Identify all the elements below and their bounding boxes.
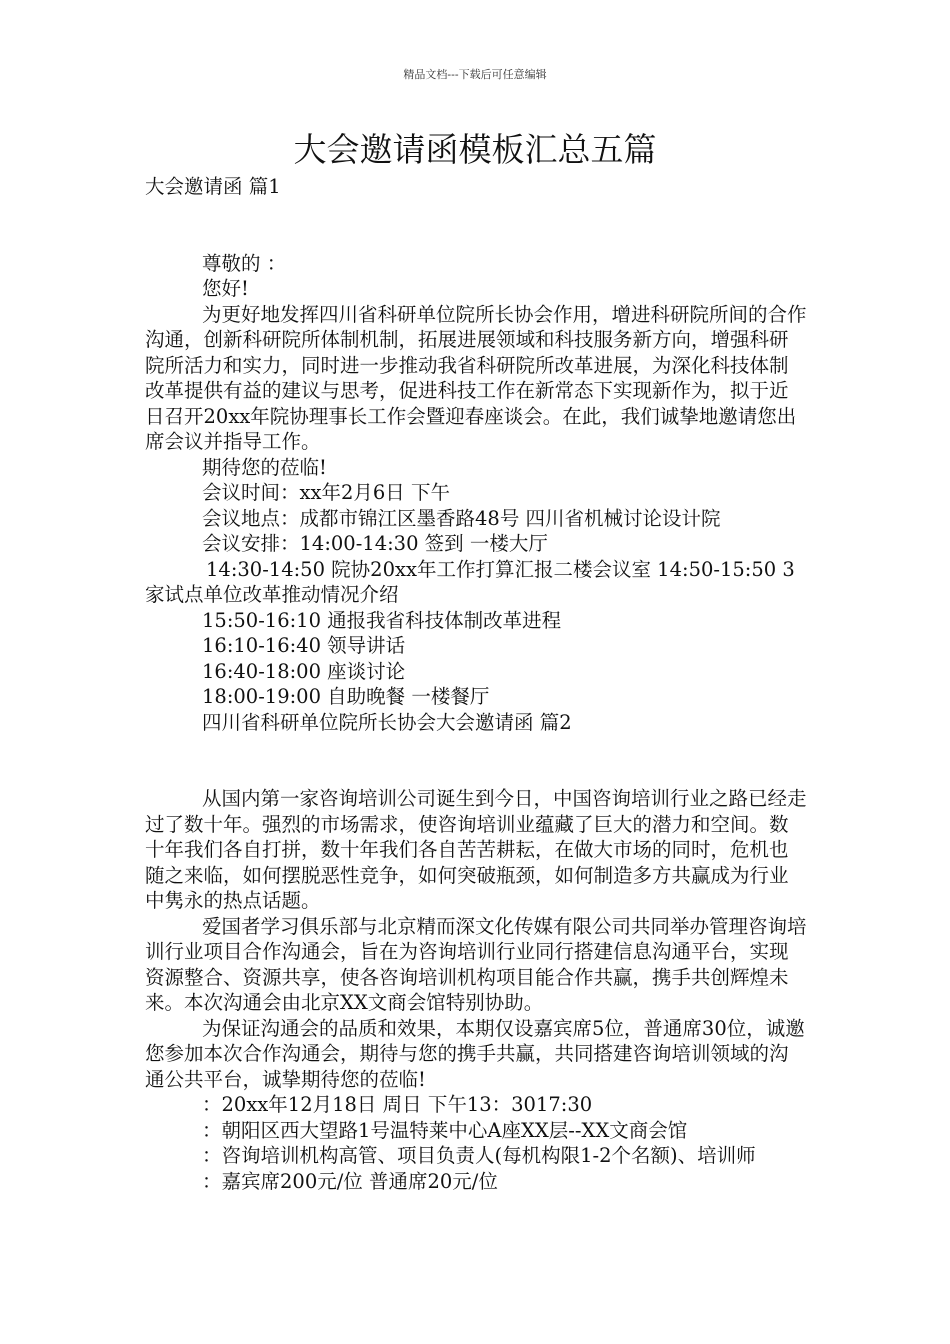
schedule-item: 16:10-16:40 领导讲话 [202, 634, 406, 657]
section2-paragraph: 爱国者学习俱乐部与北京精而深文化传媒有限公司共同举办管理咨询培训行业项目合作沟通会，旨在为咨询培训行业同行搭建信息沟通平台，实现资源整合、资源共享，使各咨询培训机构项目能合作共赢，携手共创辉煌未来。本次沟通会由北京XX文商会馆特别协助。 [145, 914, 807, 1014]
schedule-item: 15:50-16:10 通报我省科技体制改革进程 [202, 608, 562, 632]
event-fee: ：嘉宾席200元/位 普通席20元/位 [202, 1169, 498, 1193]
schedule-item: 会议安排：14:00-14:30 签到 一楼大厅 [202, 532, 548, 555]
document-body [145, 174, 807, 1194]
event-place: ：朝阳区西大望路1号温特莱中心A座XX层--XX文商会馆 [202, 1118, 688, 1142]
meeting-place: 会议地点：成都市锦江区墨香路48号 四川省机械讨论设计院 [202, 506, 721, 530]
blank-space [145, 200, 807, 251]
schedule-item: 16:40-18:00 座谈讨论 [202, 659, 406, 683]
header-note: 精品文档---下载后可任意编辑 [403, 68, 547, 81]
greeting: 您好! [202, 277, 249, 300]
event-time: ：20xx年12月18日 周日 下午13：3017:30 [202, 1093, 593, 1116]
document-title: 大会邀请函模板汇总五篇 [293, 130, 657, 169]
section2-paragraph: 为保证沟通会的品质和效果，本期仅设嘉宾席5位，普通席30位，诚邀您参加本次合作沟通会，期待与您的携手共赢，共同搭建咨询培训领域的沟通公共平台，诚挚期待您的莅临! [145, 1016, 805, 1091]
section1-heading: 大会邀请函 篇1 [145, 175, 281, 198]
salutation: 尊敬的 ： [202, 251, 287, 275]
section2-paragraph: 从国内第一家咨询培训公司诞生到今日，中国咨询培训行业之路已经走过了数十年。强烈的市场需求，使咨询培训业蕴藏了巨大的潜力和空间。数十年我们各自打拼，数十年我们各自苦苦耕耘，在做大市场的同时，危机也随之来临，如何摆脱恶性竞争，如何突破瓶颈，如何制造多方共赢成为行业中隽永的热点话题。 [145, 787, 807, 912]
invitation-paragraph: 为更好地发挥四川省科研单位院所长协会作用，增进科研院所间的合作沟通，创新科研院所体制机制，拓展进展领域和科技服务新方向，增强科研院所活力和实力，同时进一步推动我省科研院所改革进展，为深化科技体制改革提供有益的建议与思考，促进科技工作在新常态下实现新作为，拟于近日召开20xx年院协理事长工作会暨迎春座谈会。在此，我们诚挚地邀请您出席会议并指导工作。 [145, 302, 807, 453]
section2-heading: 四川省科研单位院所长协会大会邀请函 篇2 [202, 710, 572, 734]
blank-space [145, 735, 807, 786]
meeting-time: 会议时间：xx年2月6日 下午 [202, 481, 451, 504]
schedule-item: 14:30-14:50 院协20xx年工作打算汇报二楼会议室 14:50-15:50 3家试点单位改革推动情况介绍 [145, 557, 795, 606]
schedule-item: 18:00-19:00 自助晚餐 一楼餐厅 [202, 685, 490, 708]
expect-line: 期待您的莅临! [202, 455, 327, 479]
event-audience: ：咨询培训机构高管、项目负责人(每机构限1-2个名额)、培训师 [202, 1144, 756, 1167]
